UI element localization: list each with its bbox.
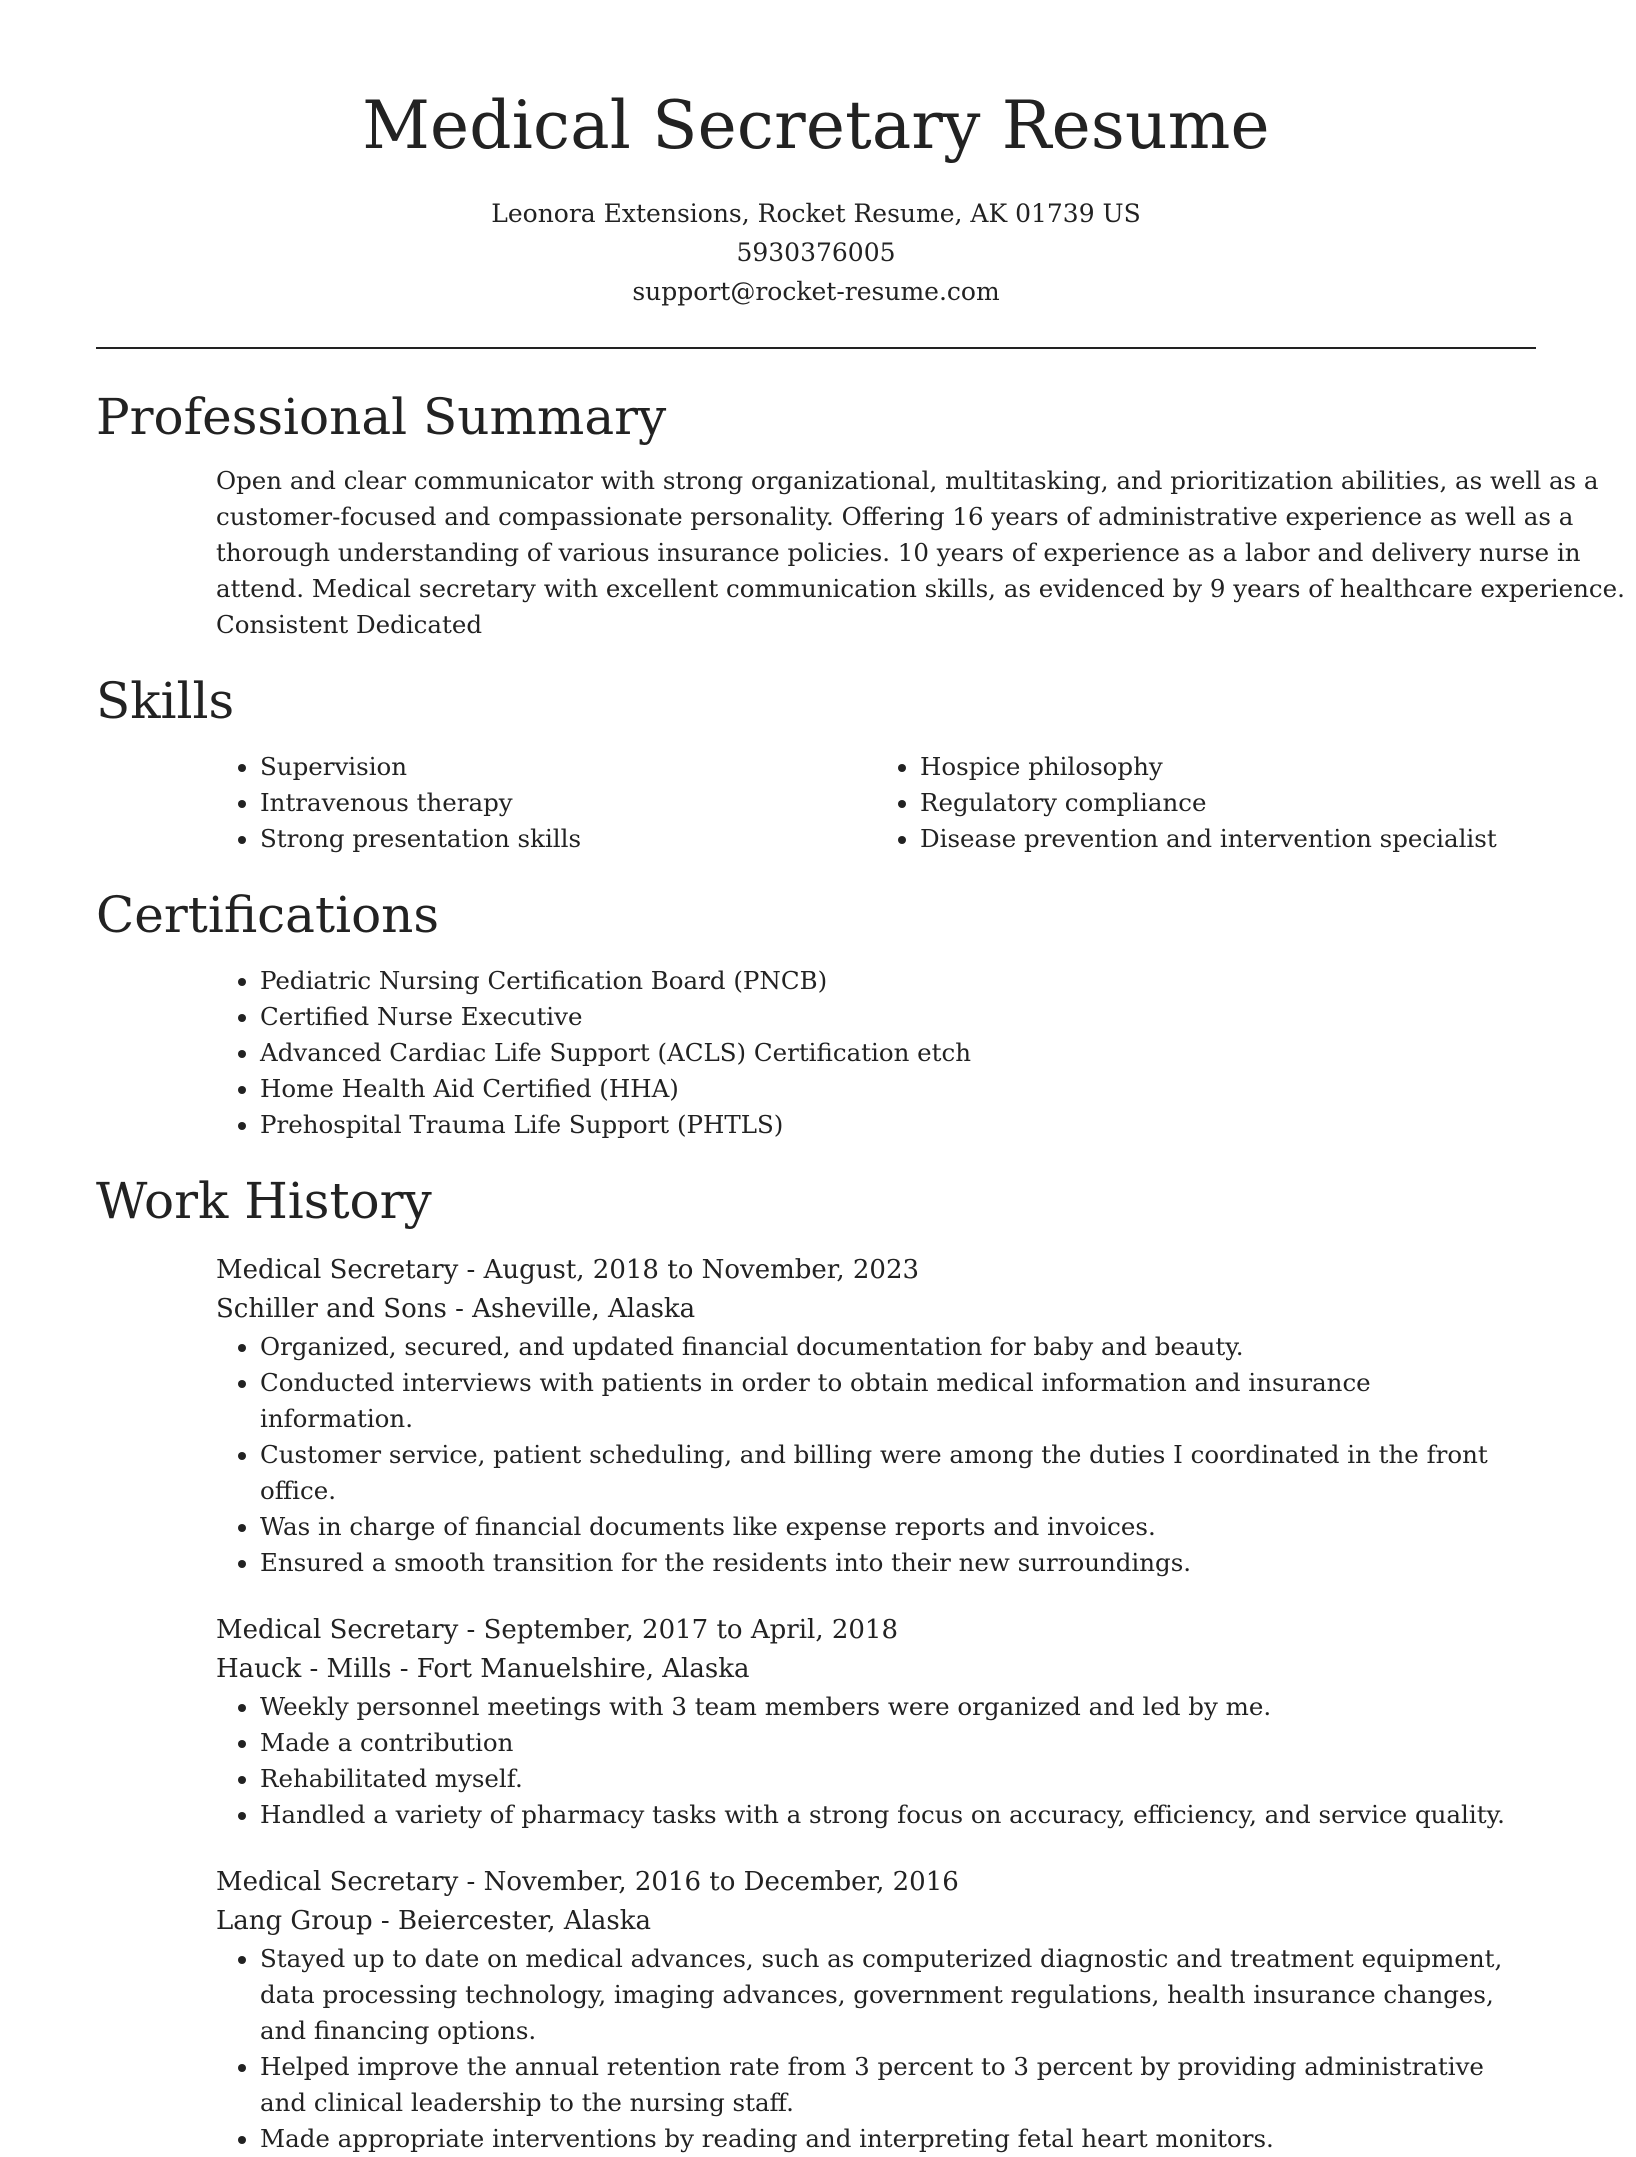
job-title: Medical Secretary: [216, 1867, 459, 1897]
contact-phone: 5930376005: [736, 238, 896, 267]
job-role-line: [216, 1863, 1536, 1902]
summary-text: Open and clear communicator with strong organizational, multitasking, and prioritization abilities, as well as a customer-focused and compassionate personality. Offering 16 years of administrative experience as well as a thorough understanding of various insurance policies. 10 years of experience as a labor and delivery nurse in attend. Medical secretary with excellent communication skills, as evidenced by 9 years of healthcare experience. Consistent Dedicated: [216, 466, 1625, 639]
resume-header: [96, 0, 1536, 311]
job-entry: [216, 1251, 1536, 1581]
header-divider: [96, 347, 1536, 349]
job-dates: - September, 2017 to April, 2018: [458, 1615, 899, 1645]
job-role-line: [216, 1251, 1536, 1290]
job-title: Medical Secretary: [216, 1615, 459, 1645]
certification-item: • Certified Nurse Executive: [260, 999, 1536, 1035]
skill-item: • Intravenous therapy: [260, 785, 876, 821]
skill-item: • Strong presentation skills: [260, 821, 876, 857]
contact-block: [96, 194, 1536, 311]
job-duty: • Stayed up to date on medical advances, such as computerized diagnostic and treatment equipment, data processing technology, imaging advances, government regulations, health insurance changes, and financing options.: [260, 1941, 1536, 2049]
job-duty: • Was in charge of financial documents like expense reports and invoices.: [260, 1509, 1536, 1545]
certifications-heading: Certifications: [96, 886, 440, 944]
job-duty: • Handled a variety of pharmacy tasks with a strong focus on accuracy, efficiency, and service quality.: [260, 1797, 1536, 1833]
skills-heading: Skills: [96, 672, 235, 730]
job-company-line: [216, 1902, 1536, 1941]
skill-item: • Regulatory compliance: [920, 785, 1536, 821]
job-duties-list: [216, 1329, 1536, 1581]
certifications-list: [216, 963, 1536, 1143]
skills-columns: [216, 749, 1536, 857]
job-entry: [216, 1863, 1536, 2157]
job-duties-list: [216, 1941, 1536, 2157]
work-history-heading: Work History: [96, 1172, 432, 1230]
certification-item: • Advanced Cardiac Life Support (ACLS) Certification etch: [260, 1035, 1536, 1071]
job-duty: • Customer service, patient scheduling, and billing were among the duties I coordinated in the front office.: [260, 1437, 1536, 1509]
contact-email: support@rocket-resume.com: [632, 277, 1000, 306]
certifications-block: [216, 963, 1536, 1143]
job-company: Lang Group: [216, 1906, 373, 1936]
job-duty: • Weekly personnel meetings with 3 team members were organized and led by me.: [260, 1689, 1536, 1725]
certification-item: • Prehospital Trauma Life Support (PHTLS): [260, 1107, 1536, 1143]
job-duty: • Ensured a smooth transition for the residents into their new surroundings.: [260, 1545, 1536, 1581]
contact-address: Leonora Extensions, Rocket Resume, AK 01739 US: [491, 199, 1141, 228]
skill-item: • Disease prevention and intervention specialist: [920, 821, 1536, 857]
skills-right-list: [876, 749, 1536, 857]
certification-item: • Pediatric Nursing Certification Board (PNCB): [260, 963, 1536, 999]
certification-item: • Home Health Aid Certified (HHA): [260, 1071, 1536, 1107]
skill-item: • Supervision: [260, 749, 876, 785]
job-dates: - November, 2016 to December, 2016: [458, 1867, 959, 1897]
job-company-line: [216, 1650, 1536, 1689]
job-company: Hauck - Mills: [216, 1654, 392, 1684]
job-role-line: [216, 1611, 1536, 1650]
job-entry: [216, 1611, 1536, 1833]
job-company-line: [216, 1290, 1536, 1329]
job-location: - Asheville, Alaska: [446, 1294, 696, 1324]
skills-left-list: [216, 749, 876, 857]
summary-heading: Professional Summary: [96, 388, 667, 446]
job-location: - Beiercester, Alaska: [372, 1906, 652, 1936]
job-dates: - August, 2018 to November, 2023: [458, 1255, 920, 1285]
job-duty: • Helped improve the annual retention rate from 3 percent to 3 percent by providing administrative and clinical leadership to the nursing staff.: [260, 2049, 1536, 2121]
job-duty: • Rehabilitated myself.: [260, 1761, 1536, 1797]
job-location: - Fort Manuelshire, Alaska: [391, 1654, 750, 1684]
job-duties-list: [216, 1689, 1536, 1833]
job-duty: • Conducted interviews with patients in order to obtain medical information and insurance information.: [260, 1365, 1536, 1437]
job-duty: • Organized, secured, and updated financial documentation for baby and beauty.: [260, 1329, 1536, 1365]
resume-title: Medical Secretary Resume: [362, 87, 1270, 164]
job-title: Medical Secretary: [216, 1255, 459, 1285]
skill-item: • Hospice philosophy: [920, 749, 1536, 785]
job-duty: • Made a contribution: [260, 1725, 1536, 1761]
job-company: Schiller and Sons: [216, 1294, 447, 1324]
job-duty: • Made appropriate interventions by reading and interpreting fetal heart monitors.: [260, 2121, 1536, 2157]
